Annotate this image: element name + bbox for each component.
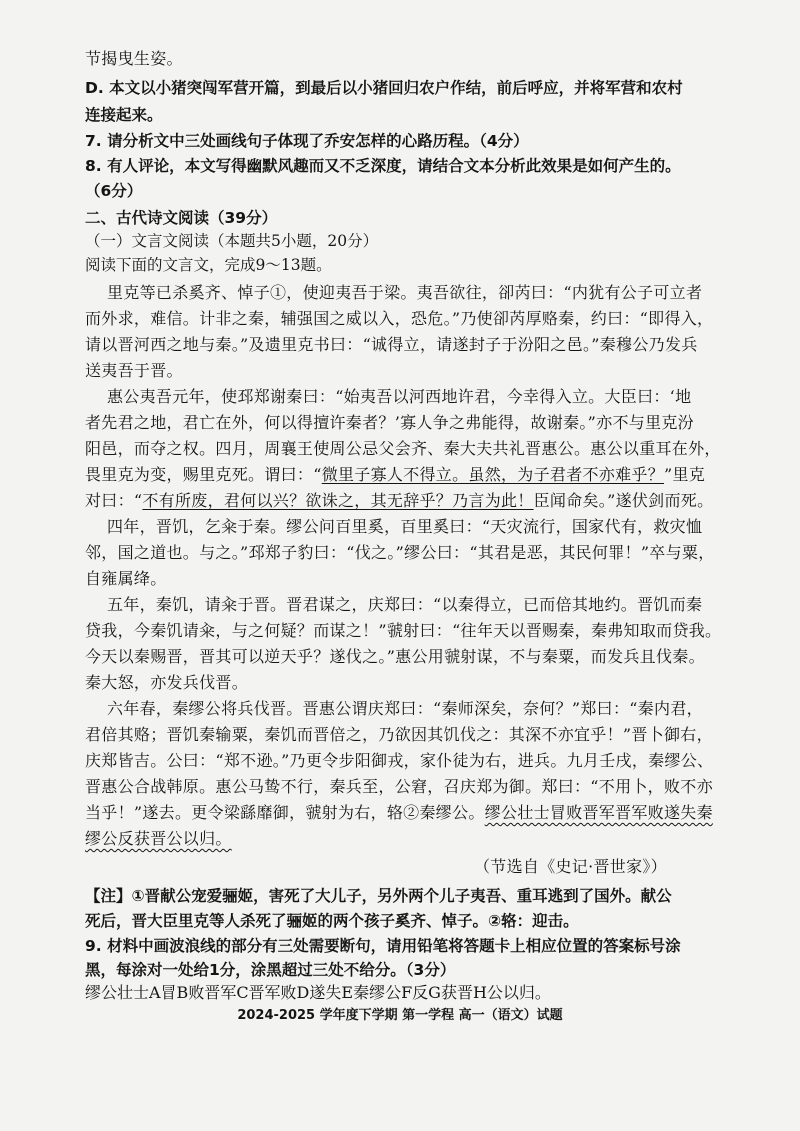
passage-p1-line: 送夷吾于晋。 xyxy=(85,361,183,380)
text-segment: ”里克 xyxy=(664,465,706,484)
underlined-sentence: 微里子寡人不得立。虽然，为子君者不亦难乎？ xyxy=(321,465,664,484)
question-9-line1: 9. 材料中画波浪线的部分有三处需要断句，请用铅笔将答题卡上相应位置的答案标号涂 xyxy=(85,937,681,955)
wavy-underlined-sentence: 缪公反获晋公以归。 xyxy=(85,829,232,848)
passage-p4-line: 今天以秦赐晋，晋其可以逆天乎？遂伐之。”惠公用虢射谋，不与秦粟，而发兵且伐秦。 xyxy=(85,647,705,666)
passage-p2-line: 阳邑，而夺之权。四月，周襄王使周公忌父会齐、秦大夫共礼晋惠公。惠公以重耳在外， xyxy=(85,439,721,458)
question-9-line2: 黑，每涂对一处给1分，涂黑超过三处不给分。（3分） xyxy=(85,961,456,979)
passage-p3-line: 四年，晋饥，乞籴于秦。缪公问百里奚，百里奚曰：“天灾流行，国家代有，救灾恤 xyxy=(107,517,703,536)
passage-p4-line: 贷我，今秦饥请籴，与之何疑？而谋之！”虢射曰：“往年天以晋赐秦，秦弗知取而贷我。 xyxy=(85,621,722,640)
passage-p4-line: 五年，秦饥，请籴于晋。晋君谋之，庆郑曰：“以秦得立，已而倍其地约。晋饥而秦 xyxy=(107,595,703,614)
passage-p2-line xyxy=(85,488,713,514)
text-segment: 臣闻命矣。”遂伏剑而死。 xyxy=(533,491,714,510)
question-8-line2: （6分） xyxy=(85,182,143,200)
section-heading: 二、古代诗文阅读（39分） xyxy=(85,209,278,227)
reading-instruction: 阅读下面的文言文，完成9～13题。 xyxy=(85,256,332,274)
passage-p4-line: 秦大怒，亦发兵伐晋。 xyxy=(85,673,249,692)
question-9-options: 缪公壮士A冒B败晋军C晋军败D遂失E秦缪公F反G获晋H公以归。 xyxy=(85,983,551,1002)
text-segment: 畏里克为变，赐里克死。谓曰：“ xyxy=(85,465,322,484)
note-line1: 【注】①晋献公宠爱骊姬，害死了大儿子，另外两个儿子夷吾、重耳逃到了国外。献公 xyxy=(85,887,672,905)
passage-p1-line: 里克等已杀奚齐、悼子①，使迎夷吾于梁。夷吾欲往，卻芮曰：“内犹有公子可立者 xyxy=(107,283,703,302)
passage-p3-line: 邻，国之道也。与之。”邳郑子豹曰：“伐之。”缪公曰：“其君是恶，其民何罪！”卒与粟， xyxy=(85,543,715,562)
note-line2: 死后，晋大臣里克等人杀死了骊姬的两个孩子奚齐、悼子。②辂：迎击。 xyxy=(85,912,579,930)
text-segment: 对曰：“ xyxy=(85,491,143,510)
wavy-underlined-sentence: 缪公壮士冒败晋军晋军败遂失秦 xyxy=(484,803,713,822)
underlined-sentence: 不有所废，君何以兴？欲诛之，其无辞乎？乃言为此！ xyxy=(142,491,534,510)
text-segment: 当乎！”遂去。更令梁繇靡御，虢射为右，辂②秦缪公。 xyxy=(85,803,485,822)
passage-p5-line: 晋惠公合战韩原。惠公马鸷不行，秦兵至，公窘，召庆郑为御。郑曰：“不用卜，败不亦 xyxy=(85,777,713,796)
passage-p1-line: 请以晋河西之地与秦。”及遗里克书曰：“诚得立，请遂封子于汾阳之邑。”秦穆公乃发兵 xyxy=(85,335,698,354)
passage-p2-line xyxy=(85,462,705,488)
page-footer: 2024-2025 学年度下学期 第一学程 高一（语文）试题 xyxy=(237,1008,563,1023)
passage-p5-line: 君倍其赂；晋饥秦输粟，秦饥而晋倍之，乃欲因其饥伐之：其深不亦宜乎！”晋卜御右， xyxy=(85,725,713,744)
prev-option-c-end: 节揭曳生姿。 xyxy=(85,49,183,68)
question-7: 7. 请分析文中三处画线句子体现了乔安怎样的心路历程。（4分） xyxy=(85,132,529,150)
passage-p2-line: 者先君之地，君亡在外，何以得擅许秦者？’寡人争之弗能得，故谢秦。”亦不与里克汾 xyxy=(85,413,694,432)
passage-p5-line: 庆郑皆吉。公曰：“郑不逊。”乃更令步阳御戎，家仆徒为右，进兵。九月壬戌，秦缪公、 xyxy=(85,751,714,770)
prev-option-d-line1: D. 本文以小猪突闯军营开篇，到最后以小猪回归农户作结，前后呼应，并将军营和农村 xyxy=(85,79,683,97)
passage-p5-line: 六年春，秦缪公将兵伐晋。晋惠公谓庆郑曰：“秦师深矣，奈何？”郑曰：“秦内君， xyxy=(107,699,703,718)
passage-p2-line: 惠公夷吾元年，使邳郑谢秦曰：“始夷吾以河西地许君，今幸得入立。大臣曰：‘地 xyxy=(107,387,692,406)
subsection-heading: （一）文言文阅读（本题共5小题，20分） xyxy=(85,232,379,250)
passage-p5-line xyxy=(85,826,232,852)
question-8-line1: 8. 有人评论，本文写得幽默风趣而又不乏深度，请结合文本分析此效果是如何产生的。 xyxy=(85,157,681,175)
prev-option-d-line2: 连接起来。 xyxy=(85,106,163,124)
source-citation: （节选自《史记·晋世家》） xyxy=(474,857,667,876)
passage-p3-line: 自雍属绛。 xyxy=(85,569,167,588)
passage-p1-line: 而外求，难信。计非之秦，辅强国之威以入，恐危。”乃使卻芮厚赂秦，约曰：“即得入， xyxy=(85,309,714,328)
passage-p5-line xyxy=(85,800,713,826)
